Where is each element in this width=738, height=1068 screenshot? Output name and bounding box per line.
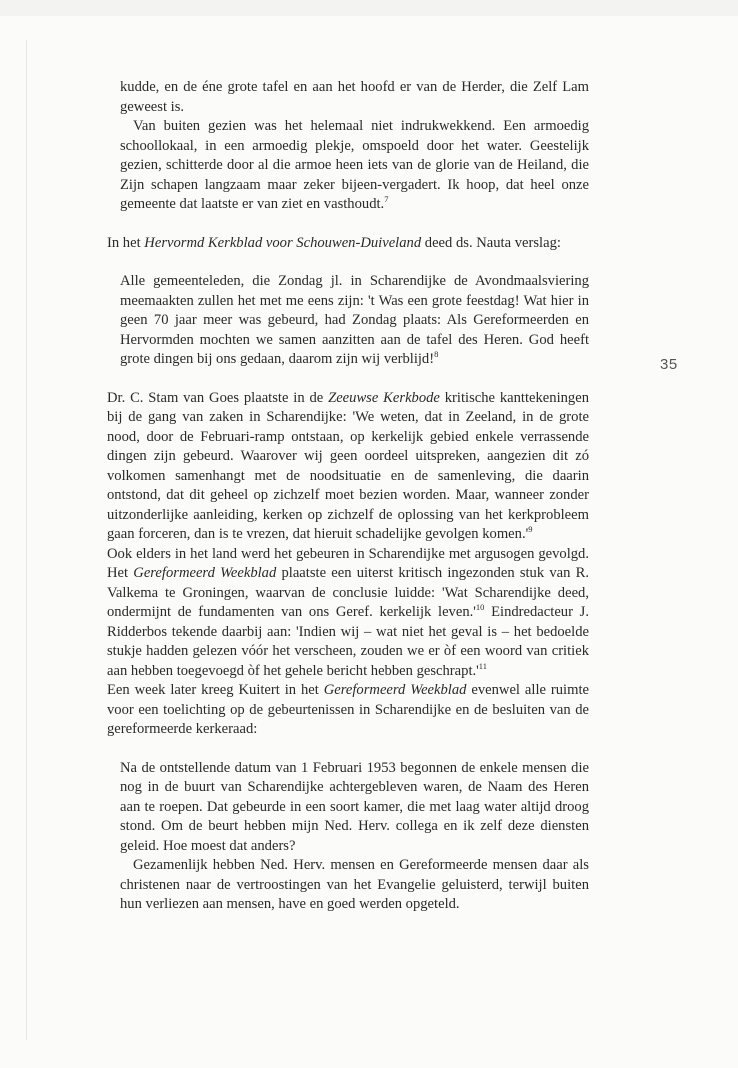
footnote-ref-9: 9 <box>528 524 533 535</box>
quote-3-paragraph-2 <box>120 856 589 915</box>
quote-3-text-1: Na de ontstellende datum van 1 Februari 1953 begonnen de enkele mensen die nog in de buurt van Scharendijke achtergebleven waren, de Naam des Heren aan te roepen. Dat gebeurde in een soort kamer, die met laag water altijd droog stond. Om de beurt hebben mijn Ned. Herv. collega en ik zelf deze diensten geleid. Hoe moest dat anders? <box>120 759 589 854</box>
quote-1-text-2: Van buiten gezien was het helemaal niet indrukwekkend. Een armoedig schoollokaal, in een armoedig plekje, omspoeld door het water. Geestelijk gezien, schitterde door al die armoe heen iets van de glorie van de Heiland, die Zijn schapen langzaam maar zeker bijeen-vergadert. Ik hoop, dat heel onze gemeente dat laatste er van ziet en vasthoudt. <box>120 118 589 212</box>
footnote-ref-7: 7 <box>384 194 389 205</box>
page-gutter-line <box>26 40 27 1040</box>
scan-top-band <box>0 0 738 16</box>
paragraph-valkema-text-3: Eindredacteur J. Ridderbos tekende daarbij aan: 'Indien wij – wat niet het geval is – het bedoelde stukje hadden gelezen vóór het verscheen, zouden we er òf een woord van critiek aan hebben toegevoegd òf het gehele bericht hebben geschrapt.' <box>107 604 589 679</box>
footnote-ref-8: 8 <box>434 349 439 360</box>
quote-1-paragraph-2 <box>120 117 589 215</box>
paragraph-kuitert <box>107 681 589 740</box>
paragraph-stam <box>107 389 589 545</box>
block-quote-2 <box>120 272 589 370</box>
paragraph-valkema-text-1: Ook elders in het land werd het gebeuren in Scharendijke met argusogen gevolgd. Het <box>107 545 589 581</box>
footnote-ref-10: 10 <box>475 602 485 613</box>
quote-2-paragraph <box>120 272 589 370</box>
block-quote-3 <box>120 759 589 915</box>
paragraph-kuitert-text-after: evenwel alle ruimte voor een toelichting op de gebeurtenissen in Scharendijke en de besluiten van de gereformeerde kerkeraad: <box>107 682 589 737</box>
paragraph-stam-text-after: kritische kanttеkeningen bij de gang van zaken in Scharendijke: 'We weten, dat in Zeeland, in de grote nood, door de Februari-ramp ontstaan, op kerkelijk gebied enkele verrassende dingen zijn gebeurd. Waarover wij geen oordeel uitspreken, aangezien dit zó volkomen samenhangt met de noodsituatie en de samenleving, die daarin ontstond, dat dit geheel op zichzelf moet bezien worden. Maar, wanneer zonder uitzonderlijke aanleiding, kerken op zichzelf de oplossing van het kerkprobleem gaan forceren, dan is te vrezen, dat hieruit schadelijke gevolgen komen.' <box>107 389 589 542</box>
quote-1-text-1: kudde, en de éne grote tafel en aan het hoofd er van de Herder, die Zelf Lam geweest is. <box>120 79 589 115</box>
paragraph-nauta-text-after: deed ds. Nauta verslag: <box>421 234 561 251</box>
body-text <box>107 78 589 915</box>
block-quote-1 <box>120 78 589 215</box>
quote-3-text-2: Gezamenlijk hebben Ned. Herv. mensen en Gereformeerde mensen daar als christenen naar de vertroostingen van het Evangelie geluisterd, terwijl buiten hun verliezen aan mensen, have en goed werden opgeteld. <box>120 857 589 912</box>
quote-3-paragraph-1 <box>120 759 589 857</box>
publication-title-hervormd-kerkblad: Hervormd Kerkblad voor Schouwen-Duiveland <box>144 234 422 251</box>
paragraph-valkema <box>107 545 589 682</box>
footnote-ref-11: 11 <box>478 660 487 671</box>
paragraph-nauta <box>107 234 589 254</box>
page-number: 35 <box>660 356 678 373</box>
paragraph-nauta-text-before: In het <box>107 234 145 251</box>
publication-title-gereformeerd-weekblad: Gereformeerd Weekblad <box>133 565 277 581</box>
paragraph-kuitert-text-before: Een week later kreeg Kuitert in het <box>107 682 324 698</box>
publication-title-zeeuwse-kerkbode: Zeeuwse Kerkbode <box>328 389 440 406</box>
publication-title-gereformeerd-weekblad-2: Gereformeerd Weekblad <box>323 682 467 698</box>
quote-2-text: Alle gemeenteleden, die Zondag jl. in Scharendijke de Avondmaalsviering meemaakten zullen het met me eens zijn: 't Was een grote feestdag! Wat hier in geen 70 jaar meer was gebeurd, had Zondag plaats: Als Gereformeerden en Hervormden mochten we samen aanzitten aan de tafel des Heren. God heeft grote dingen bij ons gedaan, daarom zijn wij verblijd! <box>120 273 589 367</box>
quote-1-paragraph-1 <box>120 78 589 117</box>
paragraph-valkema-text-2: plaatste een uiterst kritisch ingezonden stuk van R. Valkema te Groningen, waarvan de conclusie luidde: 'Wat Scharendijke deed, ondermijnt de fundamenten van ons Geref. kerkelijk leven.' <box>107 565 590 620</box>
paragraph-stam-text-before: Dr. C. Stam van Goes plaatste in de <box>107 389 329 406</box>
